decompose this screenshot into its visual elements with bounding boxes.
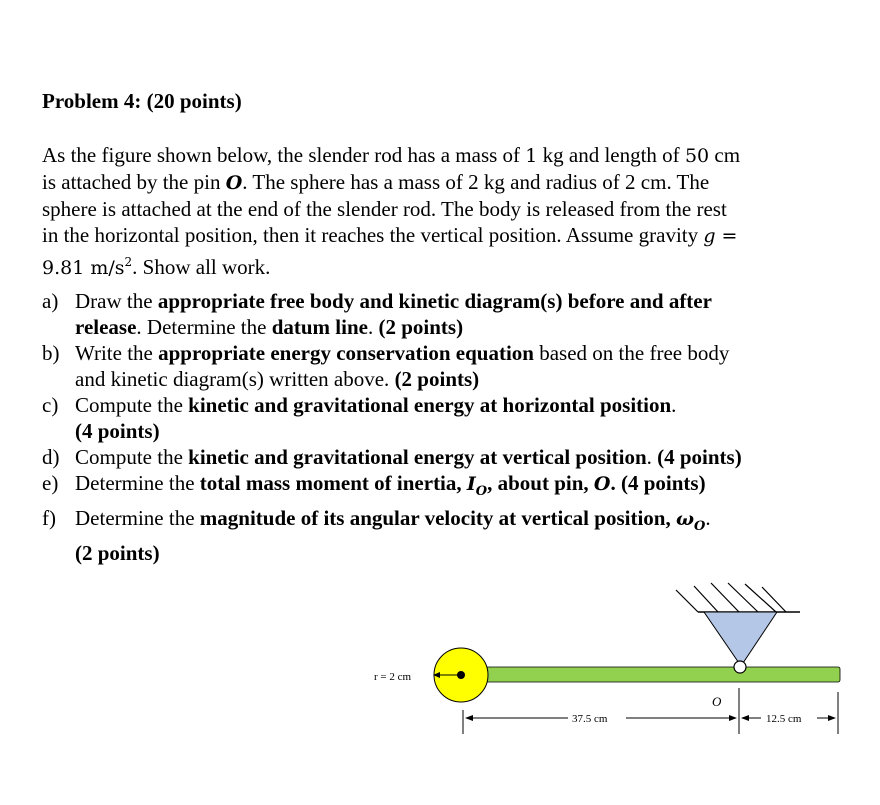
task-e: e) Determine the total mass moment of inertia, $I_O$, about pin, O. (4 points) xyxy=(42,471,706,500)
radius-label: r = 2 cm xyxy=(374,671,412,683)
ceiling-hatch xyxy=(676,583,786,612)
dim-left-arrow-l xyxy=(465,715,473,721)
pin-label: O xyxy=(712,694,722,709)
task-a: a) Draw the appropriate free body and kinetic diagram(s) before and after release. Determine the datum line. (2 points) xyxy=(42,289,712,339)
pin-support xyxy=(704,612,777,666)
dim-right-arrow-l xyxy=(741,715,749,721)
task-b: b) Write the appropriate energy conservation equation based on the free body and kinetic diagram(s) written above. (2 points) xyxy=(42,341,730,391)
statement-line-2: is attached by the pin O. The sphere has a mass of 2 kg and radius of 2 cm. The xyxy=(42,170,710,194)
task-d: d) Compute the kinetic and gravitational energy at vertical position. (4 points) xyxy=(42,445,742,469)
task-c: c) Compute the kinetic and gravitational energy at horizontal position. (4 points) xyxy=(42,393,677,443)
slender-rod xyxy=(485,667,840,682)
statement-line-1: As the figure shown below, the slender rod has a mass of 1 kg and length of 50 cm xyxy=(42,143,741,167)
dim-right-label: 12.5 cm xyxy=(766,713,802,725)
problem-title: Problem 4: (20 points) xyxy=(42,89,242,113)
task-f: f) Determine the magnitude of its angular velocity at vertical position, $\omega_O$. (2 points) xyxy=(42,506,711,566)
statement-line-5: 9.81 $m/s^2$. Show all work. xyxy=(42,255,271,279)
statement-line-3: sphere is attached at the end of the slender rod. The body is released from the rest xyxy=(42,197,727,221)
statement-line-4: in the horizontal position, then it reaches the vertical position. Assume gravity g = xyxy=(42,223,738,247)
dim-right-arrow-r xyxy=(828,715,836,721)
dim-left-label: 37.5 cm xyxy=(572,713,608,725)
dim-left-arrow-r xyxy=(729,715,737,721)
pin-o xyxy=(734,661,746,673)
